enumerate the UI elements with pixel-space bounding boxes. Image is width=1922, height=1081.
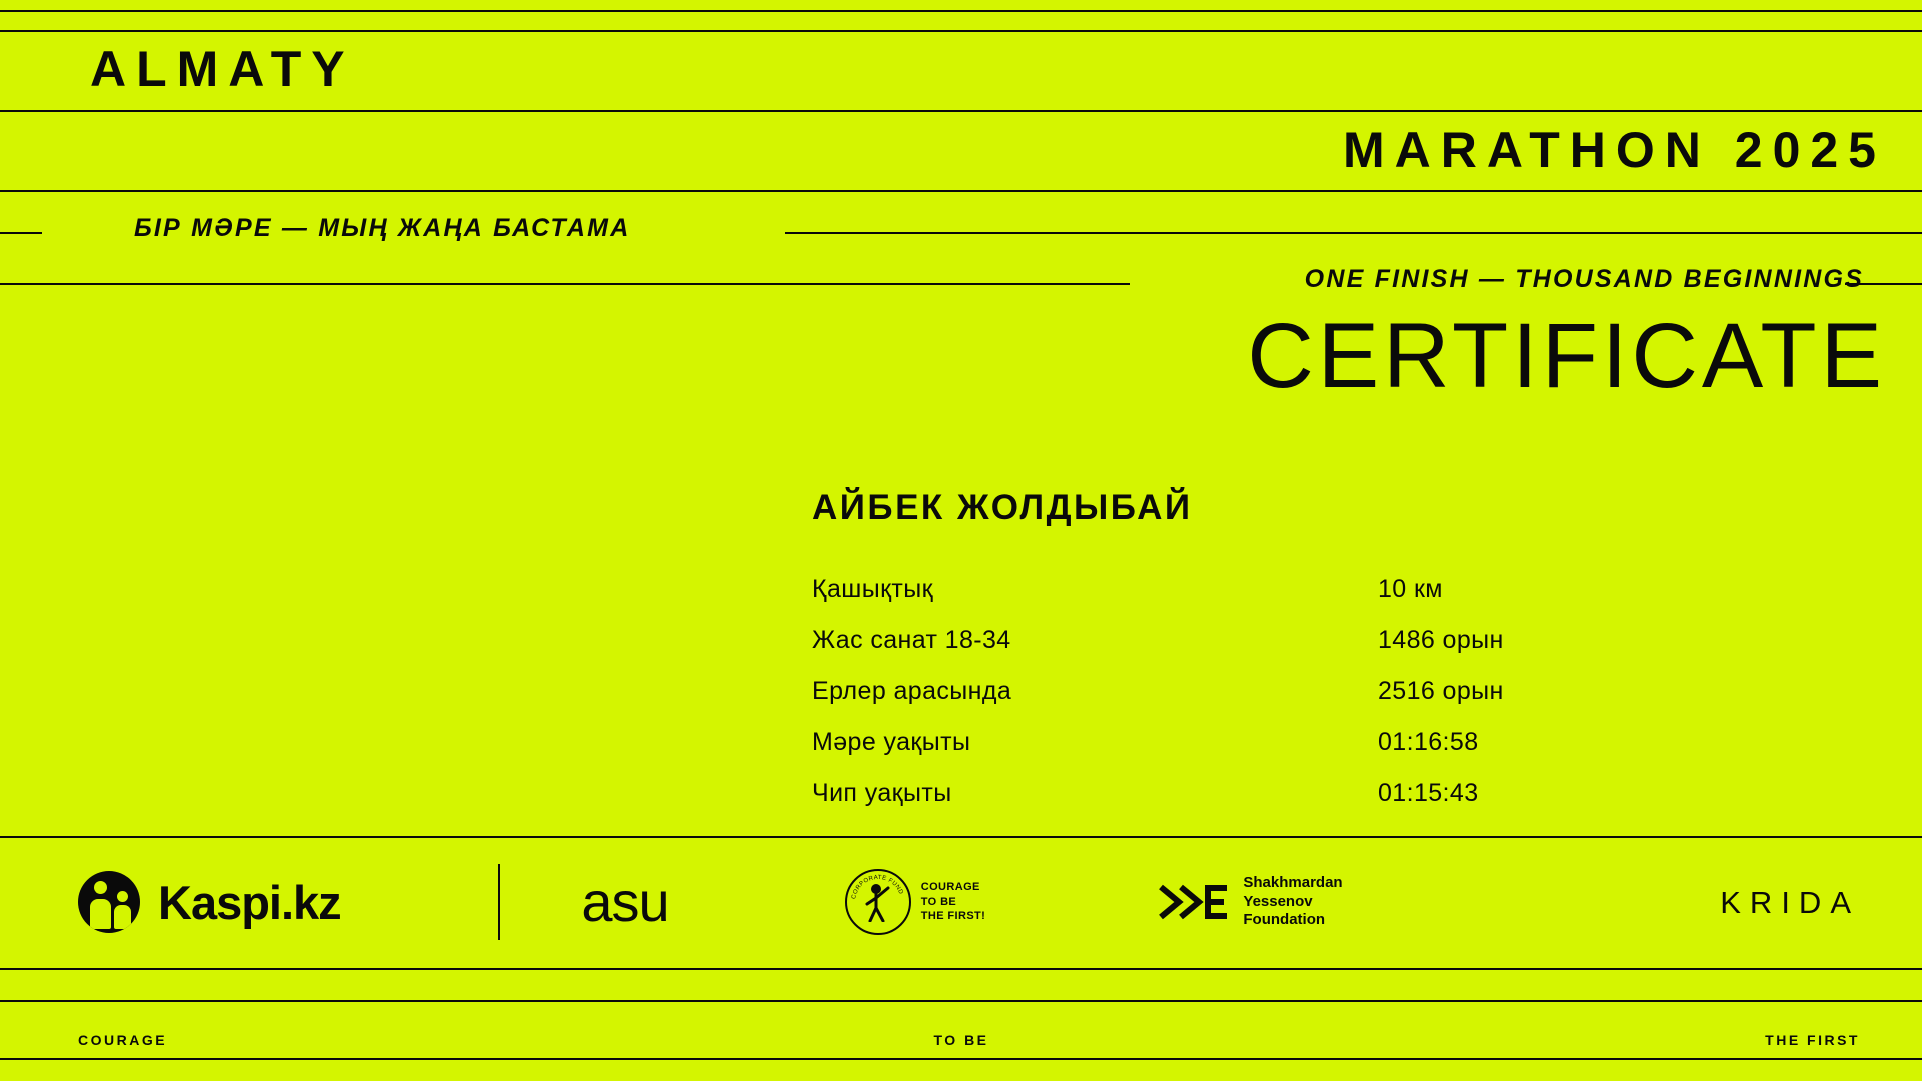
sponsor-kaspi	[0, 836, 498, 968]
sponsor-asu	[500, 836, 750, 968]
footer-text-center: TO BE	[933, 1032, 989, 1048]
result-label: Жас санат 18-34	[812, 626, 1011, 654]
footer-text-left: COURAGE	[78, 1032, 168, 1048]
courage-seal-icon	[845, 869, 911, 935]
rule-seg-en-left	[0, 283, 1130, 285]
yessenov-line-1: Shakhmardan	[1243, 873, 1343, 891]
event-slogan-kz: БІР МӘРЕ — МЫҢ ЖАҢА БАСТАМА	[134, 214, 631, 242]
sponsor-yessenov-foundation	[1080, 836, 1420, 968]
athlete-name: АЙБЕК ЖОЛДЫБАЙ	[812, 488, 1193, 527]
footer-bar	[0, 1020, 1922, 1060]
courage-wordmark	[921, 880, 986, 925]
results-table	[812, 575, 1592, 830]
table-row	[812, 677, 1592, 728]
table-row	[812, 626, 1592, 677]
divider-rule-top-2	[0, 30, 1922, 32]
sponsor-krida	[1420, 836, 1922, 968]
yessenov-line-2: Yessenov	[1243, 892, 1313, 910]
footer-text-right: THE FIRST	[1765, 1032, 1860, 1048]
seal-ring-text	[847, 871, 909, 933]
sponsor-krida-label: KRIDA	[1720, 884, 1860, 920]
table-row	[812, 728, 1592, 779]
result-value: 2516 орын	[1378, 677, 1504, 705]
rule-seg-kz-left	[0, 232, 42, 234]
event-name: MARATHON 2025	[1342, 122, 1886, 178]
result-label: Чип уақыты	[812, 779, 952, 807]
divider-rule-sponsors-bottom	[0, 968, 1922, 970]
divider-rule-top-1	[0, 10, 1922, 12]
divider-rule-top-3	[0, 110, 1922, 112]
result-label: Мәре уақыты	[812, 728, 971, 756]
divider-rule-footer-top	[0, 1000, 1922, 1002]
page-title: CERTIFICATE	[1247, 305, 1886, 407]
yessenov-wordmark	[1243, 874, 1342, 930]
rule-seg-kz-right	[785, 232, 1922, 234]
result-label: Ерлер арасында	[812, 677, 1012, 705]
result-label: Қашықтық	[812, 575, 933, 603]
courage-line-2: TO BE	[920, 895, 957, 908]
table-row	[812, 779, 1592, 830]
courage-line-3: THE FIRST!	[920, 910, 986, 923]
sponsor-courage-fund	[750, 836, 1080, 968]
table-row	[812, 575, 1592, 626]
sponsor-kaspi-label: Kaspi.kz	[158, 875, 341, 929]
courage-line-1: COURAGE	[920, 880, 980, 893]
result-value: 1486 орын	[1378, 626, 1504, 654]
event-city: ALMATY	[90, 41, 355, 97]
yessenov-mark-icon	[1157, 881, 1231, 923]
event-slogan-en: ONE FINISH — THOUSAND BEGINNINGS	[1304, 265, 1864, 293]
yessenov-line-3: Foundation	[1243, 911, 1326, 929]
svg-text:CORPORATE FUND: CORPORATE FUND	[850, 874, 904, 900]
result-value: 01:16:58	[1378, 728, 1479, 756]
sponsor-strip	[0, 836, 1922, 968]
divider-rule-top-4	[0, 190, 1922, 192]
result-value: 10 км	[1378, 575, 1443, 603]
divider-rule-bottom	[0, 1058, 1922, 1060]
sponsor-asu-label: asu	[581, 870, 669, 933]
kaspi-logo-icon	[78, 871, 140, 933]
result-value: 01:15:43	[1378, 779, 1479, 807]
